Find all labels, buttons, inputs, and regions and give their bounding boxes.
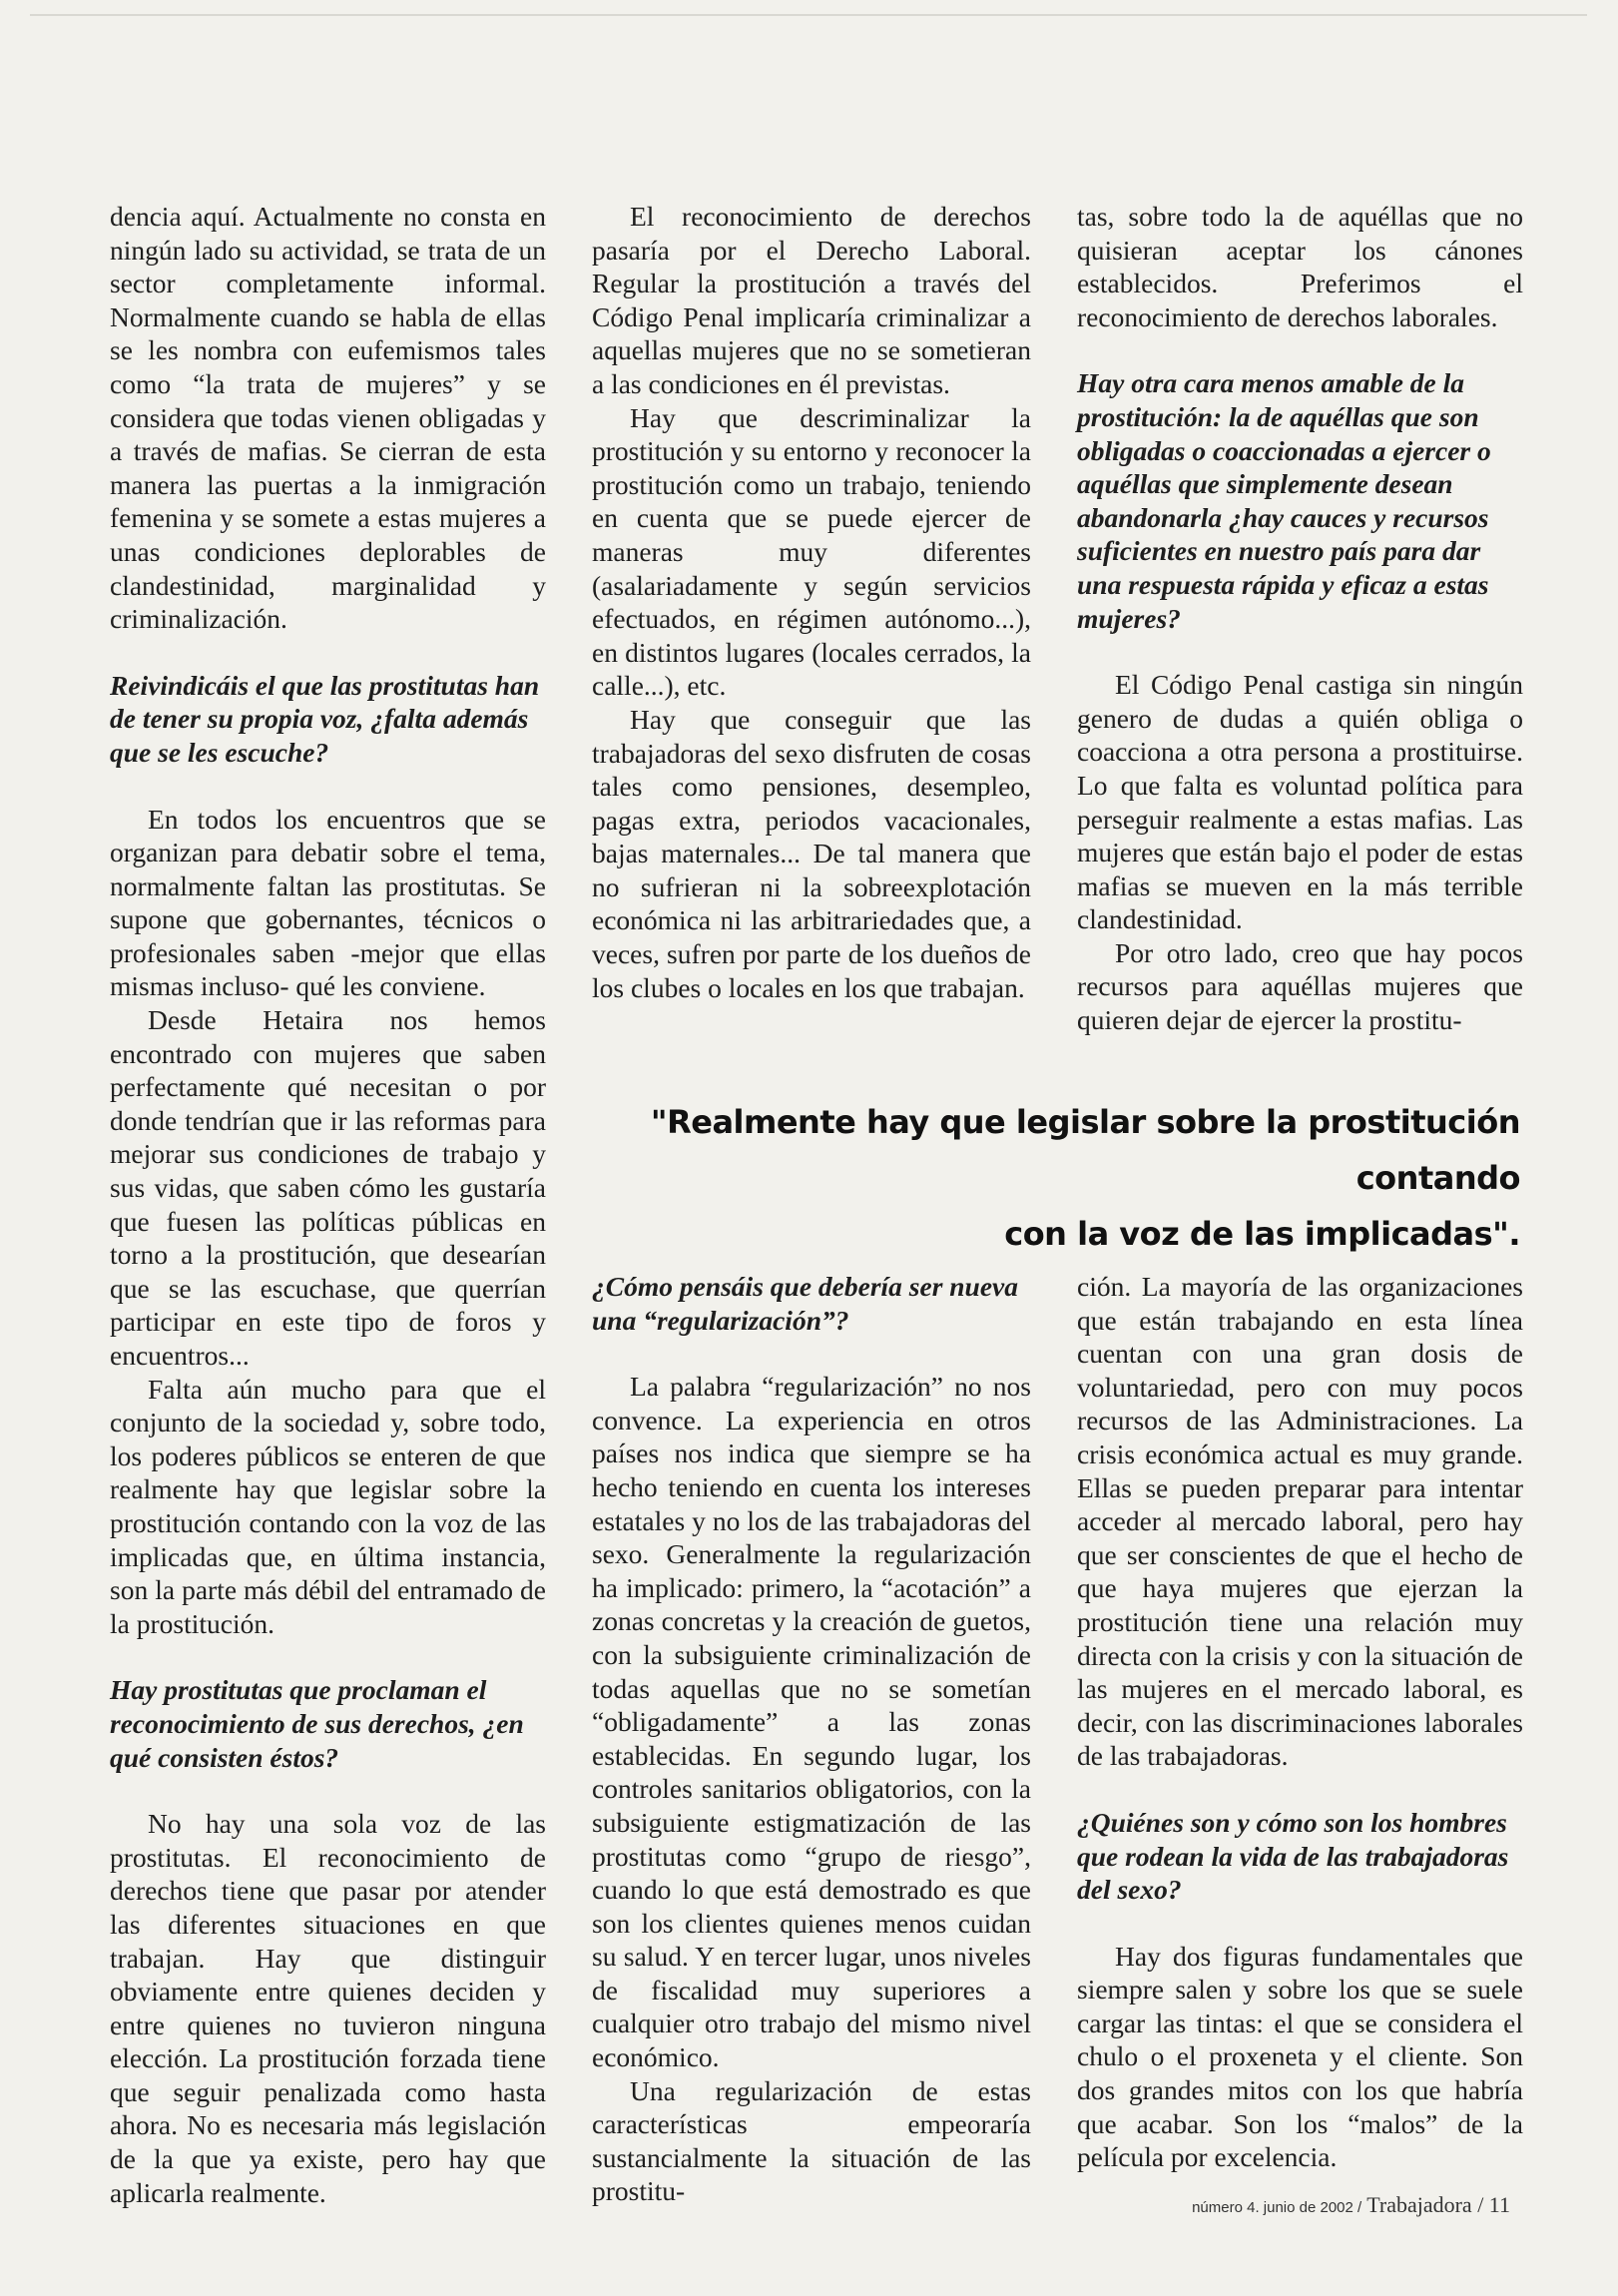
interview-question: Hay otra cara menos amable de la prostitución: la de aquéllas que son obligadas o coaccionadas a ejercer o aquéllas que simplemente desean abandonarla ¿hay cauces y recursos suficientes en nuestro país para dar una respuesta rápida y eficaz a estas mujeres? (1077, 367, 1491, 634)
paragraph: dencia aquí. Actualmente no consta en ningún lado su actividad, se trata de un sector completamente informal. Normalmente cuando se habla de ellas se les nombra con eufemismos tales como “la trata de mujeres” y se considera que todas vienen obligadas y a través de mafias. Se cierran de esta manera las puertas a la inmigración femenina y se somete a estas mujeres a unas condiciones deplorables de clandestinidad, marginalidad y criminalización. (110, 201, 546, 635)
paragraph: ción. La mayoría de las organizaciones que están trabajando en esta línea cuentan con una gran dosis de voluntariedad, pero con muy pocos recursos de las Administraciones. La crisis económica actual es muy grande. Ellas se pueden preparar para intentar acceder al mercado laboral, pero hay que ser conscientes de que el hecho de que haya mujeres que ejerzan la prostitución tiene una relación muy directa con la crisis y con la situación de las mujeres en el mercado laboral, es decir, con las discriminaciones laborales de las trabajadoras. (1077, 1271, 1523, 1772)
article-column-4 (592, 1270, 1031, 2208)
paragraph: En todos los encuentros que se organizan para debatir sobre el tema, normalmente faltan las prostitutas. Se supone que gobernantes, técnicos o profesionales saben -mejor que ellas mismas incluso- qué les conviene. (110, 803, 546, 1002)
paragraph: Hay que descriminalizar la prostitución y su entorno y reconocer la prostitución como un trabajo, teniendo en cuenta que se puede ejercer de maneras muy diferentes (asalariadamente y según servicios efectuados, en régimen autónomo...), en distintos lugares (locales cerrados, la calle...), etc. (592, 401, 1031, 702)
magazine-page-number: Trabajadora / 11 (1366, 2192, 1510, 2217)
paragraph: El reconocimiento de derechos pasaría por el Derecho Laboral. Regular la prostitución a través del Código Penal implicaría criminalizar a aquellas mujeres que no se sometieran a las condiciones en él previstas. (592, 201, 1031, 399)
paragraph: Falta aún mucho para que el conjunto de la sociedad y, sobre todo, los poderes públicos se enteren de que realmente hay que legislar sobre la prostitución contando con la voz de las implicadas que, en última instancia, son la parte más débil del entramado de la prostitución. (110, 1373, 546, 1639)
paragraph: El Código Penal castiga sin ningún genero de dudas a quién obliga o coacciona a otra persona a prostituirse. Lo que falta es voluntad política para perseguir realmente a estas mafias. Las mujeres que están bajo el poder de estas mafias se mueven en la más terrible clandestinidad. (1077, 669, 1523, 935)
article-column-1 (110, 200, 546, 2209)
interview-question: ¿Cómo pensáis que debería ser nueva una “regularización”? (592, 1271, 1019, 1336)
article-column-5 (1077, 1270, 1523, 2174)
article-column-2 (592, 200, 1031, 1004)
paragraph: tas, sobre todo la de aquéllas que no quisieran aceptar los cánones establecidos. Preferimos el reconocimiento de derechos laborales. (1077, 201, 1523, 332)
interview-question: Hay prostitutas que proclaman el reconocimiento de sus derechos, ¿en qué consisten éstos? (110, 1674, 524, 1773)
paragraph: No hay una sola voz de las prostitutas. El reconocimiento de derechos tiene que pasar por atender las diferentes situaciones en que trabajan. Hay que distinguir obviamente entre quienes deciden y entre quienes no tuvieron ninguna elección. La prostitución forzada tiene que seguir penalizada como hasta ahora. No es necesaria más legislación de la que ya existe, pero hay que aplicarla realmente. (110, 1808, 546, 2208)
paragraph: Una regularización de estas características empeoraría sustancialmente la situación de las prostitu- (592, 2074, 1031, 2207)
interview-question: Reivindicáis el que las prostitutas han de tener su propia voz, ¿falta además que se les escuche? (110, 669, 540, 768)
pull-quote-line: con la voz de las implicadas". (1004, 1215, 1520, 1253)
paragraph: Desde Hetaira nos hemos encontrado con mujeres que saben perfectamente qué necesitan o por donde tendrían que ir las reformas para mejorar sus condiciones de trabajo y sus vidas, que saben cómo les gustaría que fuesen las políticas públicas en torno a la prostitución, que desearían que se las escuchase, que querrían participar en este tipo de foros y encuentros... (110, 1004, 546, 1371)
paragraph: Hay que conseguir que las trabajadoras del sexo disfruten de cosas tales como pensiones, desempleo, pagas extra, periodos vacacionales, bajas maternales... De tal manera que no sufrieran ni la sobreexplotación económica ni las arbitrariedades que, a veces, sufren por parte de los dueños de los clubes o locales en los que trabajan. (592, 703, 1031, 1003)
article-column-3 (1077, 200, 1523, 1037)
issue-date: número 4. junio de 2002 / (1192, 2199, 1362, 2216)
page-footer (1192, 2192, 1510, 2218)
paragraph: La palabra “regularización” no nos convence. La experiencia en otros países nos indica que siempre se ha hecho teniendo en cuenta los intereses estatales y no los de las trabajadoras del sexo. Generalmente la regularización ha implicado: primero, la “acotación” a zonas concretas y la creación de guetos, con la subsiguiente criminalización de todas aquellas que no se sometían “obligadamente” a las zonas establecidas. En segundo lugar, los controles sanitarios obligatorios, con la subsiguiente estigmatización de las prostitutas como “grupo de riesgo”, cuando lo que está demostrado es que son los clientes quienes menos cuidan su salud. Y en tercer lugar, unos niveles de fiscalidad muy superiores a cualquier otro trabajo del mismo nivel económico. (592, 1371, 1031, 2073)
interview-question: ¿Quiénes son y cómo son los hombres que rodean la vida de las trabajadoras del sexo? (1077, 1806, 1509, 1906)
pull-quote (622, 1094, 1520, 1262)
paragraph: Hay dos figuras fundamentales que siempre salen y sobre los que se suele cargar las tintas: el que se considera el chulo o el proxeneta y el cliente. Son dos grandes mitos con los que habría que acabar. Son los “malos” de la película por excelencia. (1077, 1940, 1523, 2173)
top-rule (30, 14, 1587, 16)
pull-quote-line: "Realmente hay que legislar sobre la prostitución contando (650, 1103, 1520, 1197)
paragraph: Por otro lado, creo que hay pocos recursos para aquéllas mujeres que quieren dejar de ejercer la prostitu- (1077, 936, 1523, 1036)
